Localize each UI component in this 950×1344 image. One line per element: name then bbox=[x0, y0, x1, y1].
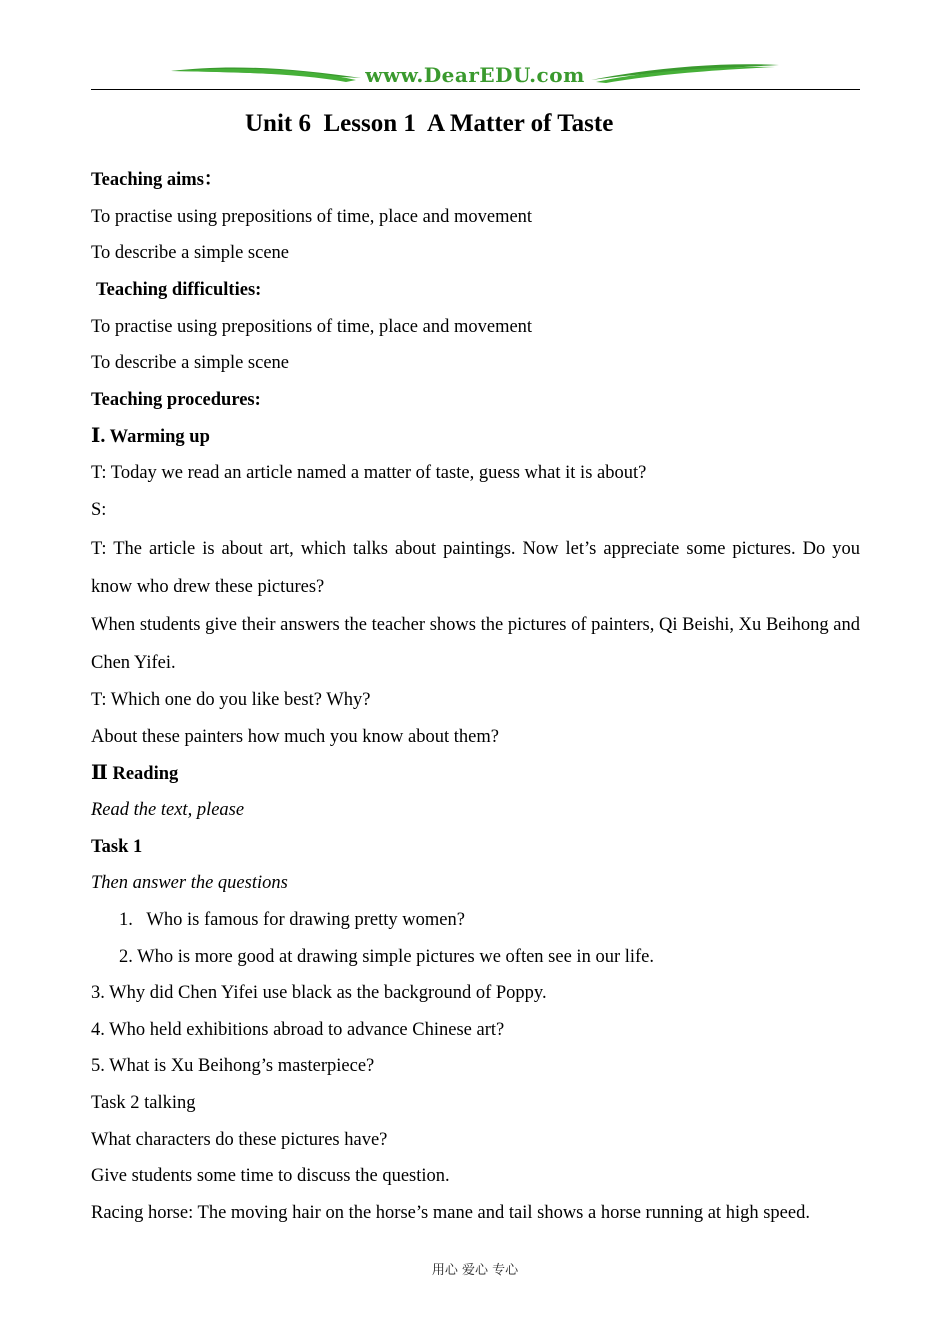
racing-horse-description: Racing horse: The moving hair on the horse’s mane and tail shows a horse running at high speed. bbox=[91, 1203, 810, 1223]
aim-item: To practise using prepositions of time, place and movement bbox=[91, 207, 533, 227]
dialogue-line: T: Which one do you like best? Why? bbox=[91, 690, 371, 710]
difficulty-item: To practise using prepositions of time, place and movement bbox=[91, 317, 533, 337]
dialogue-paragraph: T: The article is about art, which talks about paintings. Now let’s appreciate some pictures. Do you know who drew these pictures? bbox=[91, 539, 860, 597]
aim-item: To describe a simple scene bbox=[91, 243, 290, 263]
site-logo bbox=[171, 62, 779, 88]
page-footer: 用心 爱心 专心 bbox=[431, 1263, 519, 1278]
body-paragraph: When students give their answers the teacher shows the pictures of painters, Qi Beishi, Xu Beihong and Chen Yifei. bbox=[91, 615, 860, 673]
page-title: Unit 6 Lesson 1 A Matter of Taste bbox=[245, 110, 614, 137]
question-item: 5. What is Xu Beihong’s masterpiece? bbox=[91, 1056, 375, 1076]
task-1-instruction: Then answer the questions bbox=[91, 873, 288, 893]
question-item: 3. Why did Chen Yifei use black as the background of Poppy. bbox=[91, 983, 547, 1003]
section-1-heading bbox=[91, 424, 210, 449]
task-2-question: What characters do these pictures have? bbox=[91, 1130, 388, 1150]
question-item: 1. Who is famous for drawing pretty women? bbox=[119, 910, 465, 930]
section-1-title: Warming up bbox=[109, 427, 210, 447]
question-item: 2. Who is more good at drawing simple pictures we often see in our life. bbox=[119, 947, 655, 967]
body-line: About these painters how much you know about them? bbox=[91, 727, 499, 747]
page-header bbox=[91, 62, 860, 90]
dialogue-line: S: bbox=[91, 500, 107, 520]
section-2-heading bbox=[91, 761, 178, 786]
difficulties-heading: Teaching difficulties: bbox=[96, 280, 262, 300]
task-2-heading: Task 2 talking bbox=[91, 1093, 196, 1113]
dialogue-line: T: Today we read an article named a matter of taste, guess what it is about? bbox=[91, 463, 647, 483]
task-1-heading: Task 1 bbox=[91, 837, 143, 857]
header-rule bbox=[91, 89, 860, 90]
section-2-title: Reading bbox=[112, 764, 179, 784]
reading-instruction: Read the text, please bbox=[91, 800, 245, 820]
question-item: 4. Who held exhibitions abroad to advance Chinese art? bbox=[91, 1020, 505, 1040]
logo-text: www.DearEDU.com bbox=[365, 63, 585, 87]
section-1-numeral: Ⅰ. bbox=[91, 425, 106, 447]
difficulty-item: To describe a simple scene bbox=[91, 353, 290, 373]
task-2-instruction: Give students some time to discuss the question. bbox=[91, 1166, 450, 1186]
procedures-heading: Teaching procedures: bbox=[91, 390, 261, 410]
aims-heading: Teaching aims： bbox=[91, 170, 223, 190]
section-2-numeral: Ⅱ bbox=[91, 762, 108, 784]
